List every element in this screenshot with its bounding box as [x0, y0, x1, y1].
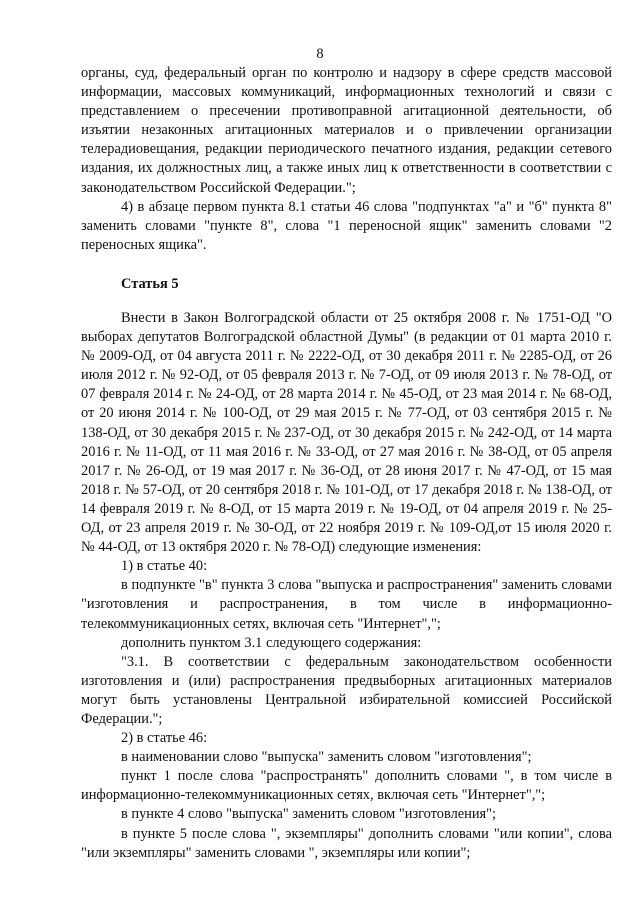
continuation-paragraph: органы, суд, федеральный орган по контролю и надзору в сфере средств массовой информации, массовых коммуникаций, информационных технологий и связи с представлением о пресечении противоправной агитационной деятельности, об изъятии незаконных агитационных материалов и о привлечении организации телерадиовещания, редакции периодического печатного издания, редакции сетевого издания, их должностных лиц, а также иных лиц к ответственности в соответствии с законодательством Российской Федерации."; — [81, 65, 612, 196]
article-paragraph: 1) в статье 40: — [121, 558, 208, 575]
article-paragraph: в пункте 5 после слова ", экземпляры" дополнить словами "или копии", слова "или экземпляры" заменить словами ", экземпляры или копии"; — [81, 825, 612, 861]
article-heading: Статья 5 — [121, 276, 179, 292]
article-body — [81, 309, 612, 863]
article-paragraph: "3.1. В соответствии с федеральным законодательством особенности изготовления и (или) распространения предвыборных агитационных материалов могут быть установлены Центральной избирательной комиссией Российской Федерации."; — [81, 653, 612, 727]
article-paragraph: в подпункте "в" пункта 3 слова "выпуска и распространения" заменить словами "изготовления и распространения, в том числе в информационно-телекоммуникационных сетях, включая сеть "Интернет","; — [81, 577, 612, 632]
page-number: 8 — [316, 46, 324, 62]
article-paragraph: дополнить пунктом 3.1 следующего содержания: — [121, 634, 422, 651]
article-paragraph: в наименовании слово "выпуска" заменить словом "изготовления"; — [121, 749, 532, 766]
item-4-paragraph: 4) в абзаце первом пункта 8.1 статьи 46 слова "подпунктах "а" и "б" пункта 8" заменить словами "пункте 8", слова "1 переносной ящик" заменить словами "2 переносных ящика". — [81, 198, 612, 253]
article-paragraph: 2) в статье 46: — [121, 730, 208, 747]
article-paragraph: пункт 1 после слова "распространять" дополнить словами ", в том числе в информационно-телекоммуникационных сетях, включая сеть "Интернет","; — [81, 768, 612, 804]
article-intro-paragraph: Внести в Закон Волгоградской области от 25 октября 2008 г. № 1751-ОД "О выборах депутатов Волгоградской областной Думы" (в редакции от 01 марта 2010 г. № 2009-ОД, от 04 августа 2011 г. № 2222-ОД, от 30 декабря 2011 г. № 2285-ОД, от 26 июля 2012 г. № 92-ОД, от 05 февраля 2013 г. № 7-ОД, от 09 июля 2013 г. № 78-ОД, от 07 февраля 2014 г. № 24-ОД, от 28 марта 2014 г. № 45-ОД, от 23 мая 2014 г. № 68-ОД, от 20 июня 2014 г. № 100-ОД, от 29 мая 2015 г. № 77-ОД, от 03 сентября 2015 г. № 138-ОД, от 30 декабря 2015 г. № 237-ОД, от 30 декабря 2015 г. № 242-ОД, от 14 марта 2016 г. № 11-ОД, от 11 мая 2016 г. № 33-ОД, от 27 мая 2016 г. № 38-ОД, от 05 апреля 2017 г. № 26-ОД, от 19 мая 2017 г. № 36-ОД, от 28 июня 2017 г. № 47-ОД, от 15 мая 2018 г. № 57-ОД, от 20 сентября 2018 г. № 101-ОД, от 17 декабря 2018 г. № 138-ОД, от 14 февраля 2019 г. № 8-ОД, от 15 марта 2019 г. № 19-ОД, от 04 апреля 2019 г. № 25-ОД, от 23 апреля 2019 г. № 30-ОД, от 22 ноября 2019 г. № 109-ОД,от 15 июля 2020 г. № 44-ОД, от 13 октября 2020 г. № 78-ОД) следующие изменения: — [81, 310, 612, 556]
continuation-block — [81, 64, 612, 255]
article-paragraph: в пункте 4 слово "выпуска" заменить словом "изготовления"; — [121, 806, 497, 823]
